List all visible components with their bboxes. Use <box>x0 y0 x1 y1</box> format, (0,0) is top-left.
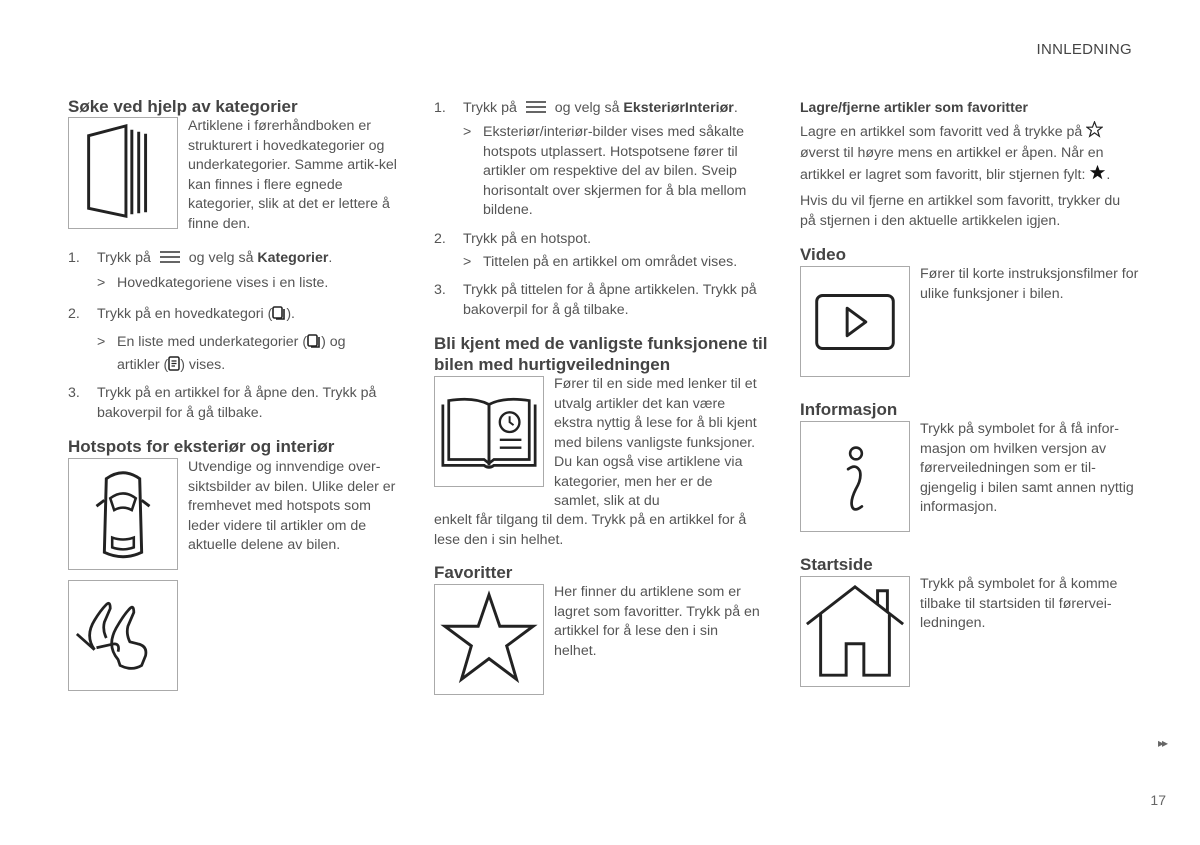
step-text: . <box>733 100 738 116</box>
sub-text: Tittelen på en artikkel om området vises. <box>483 254 738 270</box>
category-icon <box>272 306 286 320</box>
category-icon <box>307 334 321 348</box>
menu-icon <box>159 250 181 264</box>
sub-marker: > <box>97 334 106 350</box>
keyword-eksterior-interior: EksteriørInteriør <box>623 100 734 116</box>
star-outline-icon <box>1086 121 1103 138</box>
list-number: 3. <box>68 385 80 401</box>
car-icon-box <box>68 458 178 570</box>
sub-text: ) vises. <box>180 357 226 373</box>
book-icon <box>435 377 543 486</box>
startside-text: Trykk på symbolet for å komme tilbake til startsiden til førervei-ledningen. <box>920 576 1118 631</box>
list-number: 1. <box>68 250 80 266</box>
info-icon-box <box>800 421 910 532</box>
heading-informasjon: Informasjon <box>800 400 898 419</box>
article-icon <box>168 356 180 371</box>
lagre-text: . <box>1106 167 1111 183</box>
book-icon-box <box>434 376 544 487</box>
step-text: Trykk på <box>97 250 151 266</box>
keyword-kategorier: Kategorier <box>257 250 329 266</box>
step-text: Trykk på tittelen for å åpne artikkelen. Trykk på bakoverpil for å gå tilbake. <box>463 282 757 318</box>
lagre-text: øverst til høyre mens en artikkel er åpen. Når en artikkel er lagret som favoritt, blir stjernen fylt: <box>800 145 1104 183</box>
sub-text: ) og <box>321 334 346 350</box>
seats-icon <box>69 581 177 690</box>
star-filled-icon <box>1089 164 1106 181</box>
hurtig-text-full: enkelt får tilgang til dem. Trykk på en artikkel for å lese den i sin helhet. <box>434 512 747 548</box>
lagre-p2: Hvis du vil fjerne en artikkel som favoritt, trykker du på stjernen i den aktuelle artikkelen igjen. <box>800 193 1121 229</box>
home-icon-box <box>800 576 910 687</box>
heading-favoritter: Favoritter <box>434 563 513 582</box>
section-header: INNLEDNING <box>1036 41 1132 58</box>
next-page-marker: ▸▸ <box>1157 736 1166 750</box>
step-text: Trykk på <box>463 100 517 116</box>
sub-marker: > <box>463 254 472 270</box>
video-icon-box <box>800 266 910 377</box>
seats-icon-box <box>68 580 178 691</box>
list-number: 3. <box>434 282 446 298</box>
page-number: 17 <box>1150 792 1166 808</box>
car-topview-icon <box>69 459 177 569</box>
step-text: Trykk på en hotspot. <box>463 231 592 247</box>
informasjon-text: Trykk på symbolet for å få infor-masjon om hvilken versjon av førerveiledningen som er til-gjengelig i bilen samt annen nyttig informasjon. <box>920 421 1134 515</box>
info-icon <box>801 422 909 531</box>
step-text: ). <box>286 306 295 322</box>
heading-lagre-fjerne: Lagre/fjerne artikler som favoritter <box>800 99 1028 115</box>
step-text: og velg så <box>188 250 254 266</box>
list-number: 2. <box>434 231 446 247</box>
star-icon-box <box>434 584 544 695</box>
favoritter-text: Her finner du artiklene som er lagret som favoritter. Trykk på en artikkel for å lese den i sin helhet. <box>554 584 760 659</box>
heading-video: Video <box>800 245 846 264</box>
menu-icon <box>525 100 547 114</box>
lagre-text: Lagre en artikkel som favoritt ved å trykke på <box>800 124 1083 140</box>
home-icon <box>801 577 909 686</box>
lagre-p1 <box>800 121 1140 186</box>
categories-door-icon <box>69 118 177 228</box>
hotspots-text: Utvendige og innvendige over-siktsbilder av bilen. Ulike deler er fremhevet med hotspots som leder videre til artikler om de aktuelle delene av bilen. <box>188 459 396 553</box>
sub-text: artikler ( <box>117 357 169 373</box>
list-number: 2. <box>68 306 80 322</box>
step-text: . <box>328 250 333 266</box>
sub-text: Hovedkategoriene vises i en liste. <box>117 275 329 291</box>
hurtig-text-side: Fører til en side med lenker til et utvalg artikler det kan være ekstra nyttig å lese for å bli kjent med bilens vanligste funksjoner. Du kan også vise artiklene via kategorier, men her er de samlet, slik at du <box>554 376 757 509</box>
step-text: Trykk på en artikkel for å åpne den. Trykk på bakoverpil for å gå tilbake. <box>97 385 377 421</box>
sub-marker: > <box>97 275 106 291</box>
sub-marker: > <box>463 124 472 140</box>
heading-kategorier: Søke ved hjelp av kategorier <box>68 97 298 116</box>
star-outline-icon <box>435 585 543 694</box>
video-text: Fører til korte instruksjonsfilmer for ulike funksjoner i bilen. <box>920 266 1139 302</box>
sub-text: Eksteriør/interiør-bilder vises med såkalte hotspots utplassert. Hotspotsene fører til artikler om respektive del av bilen. Sveip horisontalt over skjermen for å bla mellom bildene. <box>483 124 747 218</box>
heading-hotspots: Hotspots for eksteriør og interiør <box>68 437 335 456</box>
categories-icon-box <box>68 117 178 229</box>
sub-text: En liste med underkategorier ( <box>117 334 308 350</box>
step-text: og velg så <box>554 100 620 116</box>
kategorier-intro: Artiklene i førerhåndboken er strukturert i hovedkategorier og underkategorier. Samme artik-kel kan finnes i flere egnede kategorier, slik at det er lettere å finne den. <box>188 118 397 232</box>
step-text: Trykk på en hovedkategori ( <box>97 306 273 322</box>
video-play-icon <box>801 267 909 376</box>
list-number: 1. <box>434 100 446 116</box>
heading-hurtigveiledning: Bli kjent med de vanligste funksjonene til bilen med hurtigveiledningen <box>434 334 768 374</box>
heading-startside: Startside <box>800 555 873 574</box>
